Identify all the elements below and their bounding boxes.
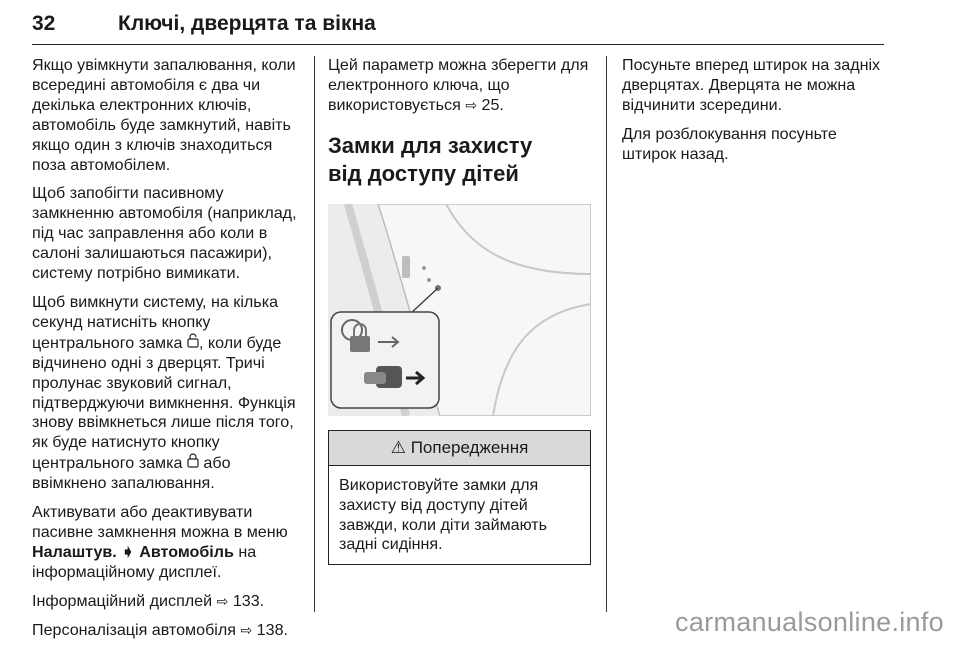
text: Персоналізація автомобіля <box>32 620 236 639</box>
cross-reference <box>328 56 594 116</box>
paragraph: Посуньте вперед штирок на задніх дверцятах. Дверцята не можна відчинити зсередини. <box>622 56 881 114</box>
warning-icon: ⚠ <box>390 437 406 457</box>
paragraph: Щоб запобігти пасивному замкненню автомобіля (наприклад, під час заправлення або коли в салоні залишаються пасажири), систему потрібно вимикати. <box>32 184 297 283</box>
paragraph: Для розблокування посуньте штирок назад. <box>622 124 837 163</box>
text: Інформаційний дисплей <box>32 591 213 610</box>
text: Активувати або деактивувати пасивне замкнення можна в меню <box>32 503 288 541</box>
paragraph: Якщо увімкнути запалювання, коли всередині автомобіля є два чи декілька електронних ключів, автомобіль буде замкнутий, навіть якщо один з ключів знаходиться поза автомобілем. <box>32 56 296 174</box>
paragraph <box>32 293 304 494</box>
lock-button-icon <box>187 333 199 354</box>
column-middle <box>328 56 594 565</box>
page-ref: 138. <box>256 620 288 639</box>
menu-item-settings: Налаштув. <box>32 542 117 561</box>
section-heading: Замки для захисту від доступу дітей <box>328 132 533 186</box>
ref-arrow-icon: ⇨ <box>240 621 253 638</box>
column-left <box>32 56 304 649</box>
page-ref: 133. <box>232 591 265 610</box>
cross-reference <box>32 621 304 641</box>
warning-title: Попередження <box>410 437 529 457</box>
ref-arrow-icon: ⇨ <box>216 592 229 609</box>
paragraph <box>32 503 304 583</box>
chapter-title: Ключі, дверцята та вікна <box>118 12 376 35</box>
page-number: 32 <box>32 12 56 35</box>
text: Цей параметр можна зберегти для електронного ключа, що використовується <box>328 56 589 114</box>
column-right <box>622 56 892 174</box>
warning-box <box>328 430 591 566</box>
text: Щоб вимкнути систему, на кілька секунд натисніть кнопку центрального замка <box>32 292 279 352</box>
warning-header <box>329 431 590 466</box>
text: на інформаційному дисплеї. <box>32 542 257 581</box>
column-divider <box>314 56 315 612</box>
column-divider <box>606 56 607 612</box>
child-lock-illustration <box>328 204 591 416</box>
page-header <box>32 10 884 45</box>
cross-reference <box>32 592 304 612</box>
menu-item-vehicle: Автомобіль <box>139 542 234 561</box>
lock-button-icon <box>187 453 199 474</box>
page-ref: 25. <box>481 95 504 114</box>
text: , коли буде відчинено одні з дверцят. Тричі пролунає звуковий сигнал, підтверджуючи вимкнення. Функція знову ввімкнеться лише після того, як буде натиснуто кнопку центрального замка <box>32 333 296 473</box>
warning-text: Використовуйте замки для захисту від доступу дітей завжди, коли діти займають задні сидіння. <box>339 475 548 554</box>
watermark: carmanualsonline.info <box>675 607 944 637</box>
ref-arrow-icon: ⇨ <box>465 96 478 113</box>
menu-arrow: ➧ <box>121 542 135 561</box>
text: або ввімкнено запалювання. <box>32 454 231 493</box>
